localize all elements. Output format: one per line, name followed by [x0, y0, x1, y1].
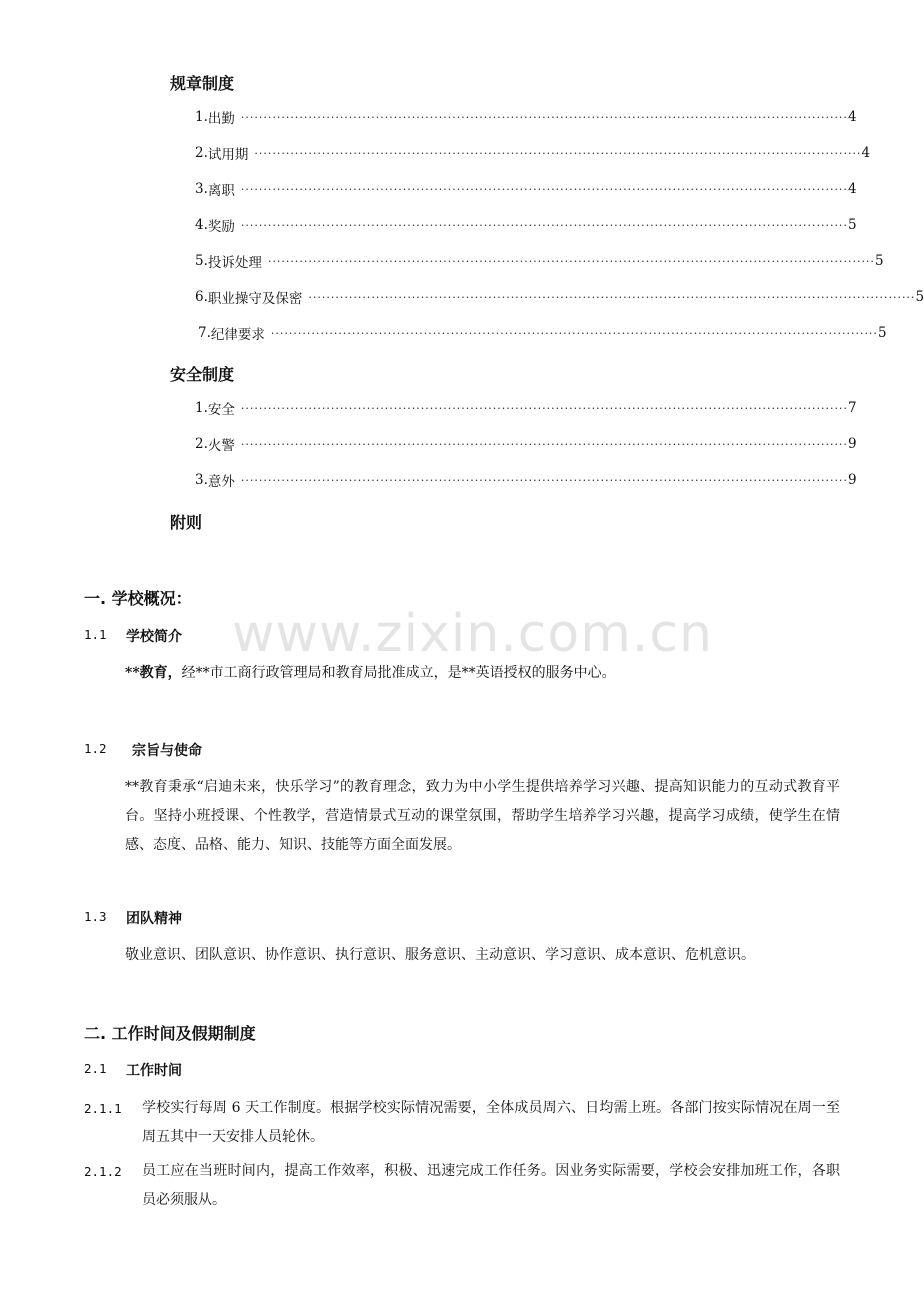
chapter-title-school-overview: 一. 学校概况： [84, 589, 192, 608]
toc-section-title-safety: 安全制度 [170, 365, 235, 384]
toc-dot-leader: ······································································································································· [240, 218, 848, 232]
numbered-clause [84, 1094, 840, 1152]
toc-entry-number: 1. [195, 400, 208, 416]
toc-dot-leader: ······································································································································· [240, 182, 848, 196]
subsection-title: 团队精神 [126, 911, 182, 927]
toc-entry-label: 离职 [207, 183, 235, 199]
toc-dot-leader: ······································································································································· [240, 473, 848, 487]
paragraph-mission: **教育秉承“启迪未来，快乐学习”的教育理念，致力为中小学生提供培养学习兴趣、提高知识能力的互动式教育平台。坚持小班授课、个性教学，营造情景式互动的课堂氛围，帮助学生培养学习兴趣，提高学习成绩，使学生在情感、态度、品格、能力、知识、技能等方面全面发展。 [125, 779, 840, 853]
toc-entry-number: 2. [195, 145, 208, 161]
toc-entry-number: 6. [195, 289, 208, 305]
subsection-heading [84, 908, 182, 928]
toc-entry[interactable] [190, 107, 857, 127]
subsection-number: 1.2 [84, 741, 107, 756]
toc-entry-label: 奖励 [207, 219, 235, 235]
watermark-text: www.zixin.com.cn [232, 604, 713, 664]
toc-entry-page: 5 [847, 217, 857, 233]
subsection-number: 2.1 [84, 1061, 107, 1076]
toc-dot-leader: ······································································································································· [254, 146, 862, 160]
toc-entry[interactable] [190, 398, 857, 418]
subsection-heading [84, 1060, 182, 1080]
toc-section-title-appendix: 附则 [170, 513, 203, 532]
clause-text: 学校实行每周 6 天工作制度。根据学校实际情况需要，全体成员周六、日均需上班。各部门按实际情况在周一至周五其中一天安排人员轮休。 [142, 1100, 840, 1145]
toc-entry[interactable] [190, 434, 857, 454]
toc-dot-leader: ······································································································································· [267, 254, 875, 268]
toc-entry[interactable] [193, 323, 887, 343]
subsection-number: 1.1 [84, 627, 107, 642]
toc-entry-number: 5. [195, 253, 208, 269]
toc-entry[interactable] [190, 287, 924, 307]
subsection-title: 工作时间 [126, 1063, 182, 1079]
clause-number: 2.1.2 [84, 1164, 122, 1179]
toc-entry-label: 纪律要求 [210, 327, 265, 343]
toc-entry-page: 5 [915, 289, 924, 305]
toc-entry-number: 2. [195, 436, 208, 452]
toc-entry-label: 试用期 [207, 147, 249, 163]
toc-dot-leader: ······································································································································· [240, 110, 848, 124]
numbered-clause [84, 1157, 840, 1215]
bold-lead-text: **教育， [125, 665, 182, 681]
toc-entry-label: 火警 [207, 438, 235, 454]
toc-entry-page: 4 [847, 181, 857, 197]
toc-entry[interactable] [190, 251, 884, 271]
toc-entry[interactable] [190, 143, 871, 163]
toc-entry-page: 9 [847, 436, 857, 452]
toc-entry-number: 3. [195, 181, 208, 197]
toc-entry-page: 4 [861, 145, 871, 161]
toc-entry[interactable] [190, 179, 857, 199]
clause-number: 2.1.1 [84, 1101, 122, 1116]
toc-entry-page: 5 [874, 253, 884, 269]
toc-dot-leader: ······································································································································· [308, 290, 916, 304]
clause-text: 员工应在当班时间内，提高工作效率，积极、迅速完成工作任务。因业务实际需要，学校会安排加班工作，各职员必须服从。 [142, 1163, 840, 1208]
toc-dot-leader: ······································································································································· [240, 437, 848, 451]
toc-entry-label: 意外 [207, 474, 235, 490]
paragraph-school-intro [125, 659, 840, 688]
subsection-heading [84, 626, 182, 646]
subsection-heading [84, 740, 202, 760]
toc-entry[interactable] [190, 470, 857, 490]
toc-entry-number: 7. [198, 325, 211, 341]
toc-entry[interactable] [190, 215, 857, 235]
paragraph-team-spirit: 敬业意识、团队意识、协作意识、执行意识、服务意识、主动意识、学习意识、成本意识、危机意识。 [125, 947, 755, 963]
toc-entry-page: 9 [847, 472, 857, 488]
chapter-title-work-hours: 二. 工作时间及假期制度 [84, 1024, 256, 1043]
paragraph-text: 经**市工商行政管理局和教育局批准成立，是**英语授权的服务中心。 [181, 665, 616, 681]
toc-entry-label: 出勤 [207, 111, 235, 127]
toc-entry-label: 职业操守及保密 [207, 291, 303, 307]
toc-entry-number: 1. [195, 109, 208, 125]
toc-entry-page: 7 [847, 400, 857, 416]
toc-entry-label: 安全 [207, 402, 235, 418]
subsection-title: 宗旨与使命 [132, 743, 202, 759]
toc-entry-label: 投诉处理 [207, 255, 262, 271]
toc-section-title-rules: 规章制度 [170, 74, 235, 93]
toc-entry-number: 3. [195, 472, 208, 488]
subsection-title: 学校简介 [126, 629, 182, 645]
toc-dot-leader: ······································································································································· [240, 401, 848, 415]
toc-entry-page: 4 [847, 109, 857, 125]
toc-entry-number: 4. [195, 217, 208, 233]
subsection-number: 1.3 [84, 909, 107, 924]
toc-dot-leader: ······································································································································· [270, 326, 878, 340]
toc-entry-page: 5 [877, 325, 887, 341]
